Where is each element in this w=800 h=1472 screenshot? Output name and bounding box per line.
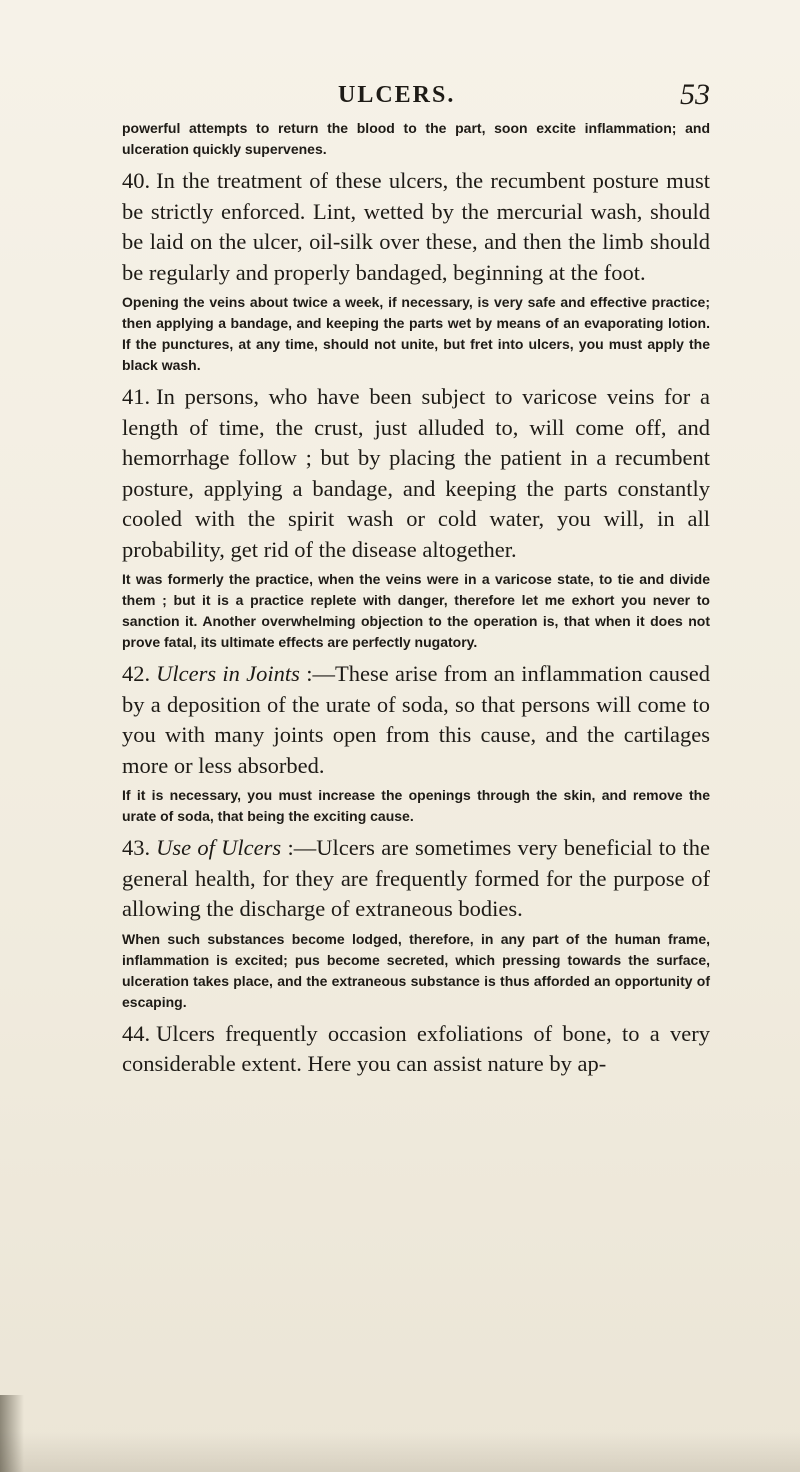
paragraph-text: In the treatment of these ulcers, the recumbent posture must be strictly enforced. Lint, wetted by the mercurial wash, should be laid on the ulcer, oil-silk over these, and then the limb should be regularly and properly bandaged, beginning at the foot. [122,168,710,285]
paragraph-41 [122,382,710,565]
page-header [120,78,712,112]
page-number: 53 [680,78,710,111]
note-41: It was formerly the practice, when the veins were in a varicose state, to tie and divide them ; but it is a practice replete with danger, therefore let me exhort you never to sanction it. Another overwhelming objection to the operation is, that when it does not prove fatal, its ultimate effects are perfectly nugatory. [122,571,710,650]
note-43: When such substances become lodged, therefore, in any part of the human frame, inflammation is excited; pus become secreted, which pressing towards the surface, ulceration takes place, and the extraneous substance is thus afforded an opportunity of escaping. [122,930,710,1010]
paragraph-44 [122,1019,710,1080]
paragraph-text: :—These arise from an inflammation caused by a deposition of the urate of soda, so that persons will come to you with many joints open from this cause, and the cartilages more or less absorbed. [122,661,711,778]
paragraph-text: Ulcers frequently occasion exfoliations of bone, to a very considerable extent. Here you can assist nature by ap- [122,1020,710,1076]
continuation-note: powerful attempts to return the blood to the part, soon excite inflammation; and ulceration quickly supervenes. [122,120,710,157]
paragraph-40 [122,166,710,288]
binding-shadow [0,1395,24,1472]
paragraph-text: In persons, who have been subject to varicose veins for a length of time, the crust, just alluded to, will come off, and hemorrhage follow ; but by placing the patient in a recumbent posture, applying a bandage, and keeping the parts constantly cooled with the spirit wash or cold water, you will, in all probability, get rid of the disease altogether. [122,384,710,562]
paragraph-number: 44. [122,1020,151,1046]
paragraph-number: 40. [122,168,151,193]
page-body [122,118,710,1084]
paragraph-text: :—Ulcers are sometimes very beneficial to the general health, for they are frequently formed for the purpose of allowing the discharge of extraneous bodies. [122,835,711,921]
section-title: Ulcers in Joints [156,661,300,686]
paragraph-number: 42. [122,661,151,686]
paragraph-number: 43. [122,835,151,860]
note-42: If it is necessary, you must increase the openings through the skin, and remove the urate of soda, that being the exciting cause. [122,787,710,824]
running-title: ULCERS. [338,82,456,108]
paragraph-number: 41. [122,384,151,409]
page-shadow [0,1432,800,1472]
section-title: Use of Ulcers [156,835,282,860]
paragraph-43 [122,833,710,925]
note-40: Opening the veins about twice a week, if necessary, is very safe and effective practice; then applying a bandage, and keeping the parts wet by means of an evaporating lotion. If the punctures, at any time, should not unite, but fret into ulcers, you must apply the black wash. [122,294,710,373]
paragraph-42 [122,659,710,781]
